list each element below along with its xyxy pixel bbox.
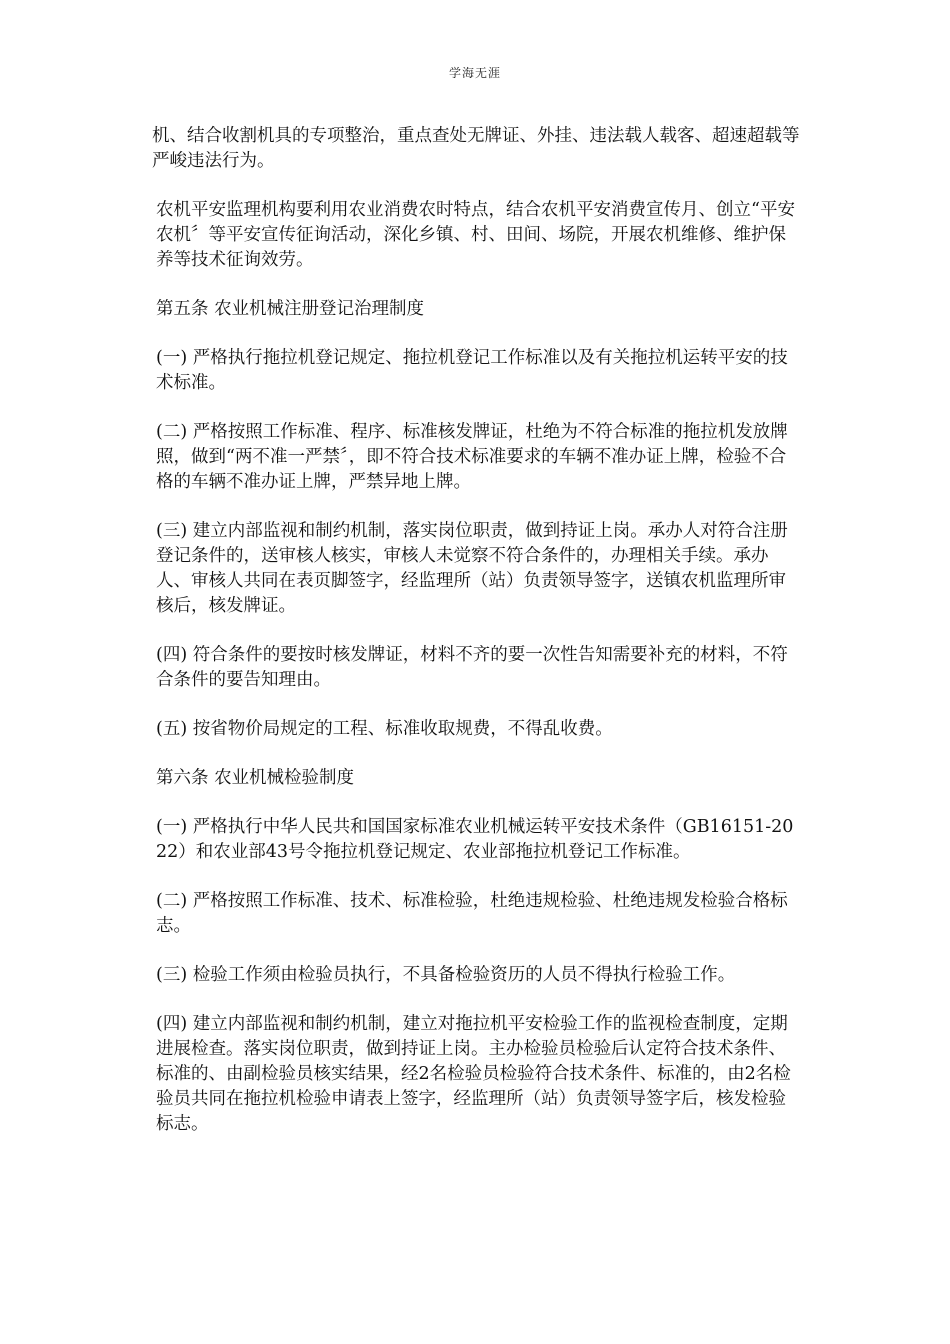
article-6-item-2: (二) 严格按照工作标准、技术、标准检验，杜绝违规检验、杜绝违规发检验合格标志。	[156, 891, 788, 936]
document-body	[152, 124, 802, 1161]
article-6-item-1: (一) 严格执行中华人民共和国国家标准农业机械运转平安技术条件（GB16151-2022）和农业部43号令拖拉机登记规定、农业部拖拉机登记工作标准。	[156, 817, 794, 862]
article-5-heading: 第五条 农业机械注册登记治理制度	[156, 299, 425, 319]
article-5-item-5: (五) 按省物价局规定的工程、标准收取规费，不得乱收费。	[156, 719, 613, 739]
paragraph-safety-promotion: 农机平安监理机构要利用农业消费农时特点，结合农机平安消费宣传月、创立“平安农机〞等平安宣传征询活动，深化乡镇、村、田间、场院，开展农机维修、维护保养等技术征询效劳。	[156, 200, 795, 270]
page-header: 学海无涯	[448, 66, 501, 80]
article-6-heading: 第六条 农业机械检验制度	[156, 768, 355, 788]
article-5-item-1: (一) 严格执行拖拉机登记规定、拖拉机登记工作标准以及有关拖拉机运转平安的技术标准。	[156, 348, 788, 393]
article-6-item-3: (三) 检验工作须由检验员执行，不具备检验资历的人员不得执行检验工作。	[156, 965, 736, 985]
paragraph-enforcement: 机、结合收割机具的专项整治，重点查处无牌证、外挂、违法载人载客、超速超载等严峻违法行为。	[152, 126, 800, 171]
article-6-item-4: (四) 建立内部监视和制约机制，建立对拖拉机平安检验工作的监视检查制度，定期进展检查。落实岗位职责，做到持证上岗。主办检验员检验后认定符合技术条件、标准的、由副检验员核实结果，经2名检验员检验符合技术条件、标准的，由2名检验员共同在拖拉机检验申请表上签字，经监理所（站）负责领导签字后，核发检验标志。	[156, 1014, 791, 1134]
article-5-item-4: (四) 符合条件的要按时核发牌证，材料不齐的要一次性告知需要补充的材料，不符合条件的要告知理由。	[156, 645, 788, 690]
article-5-item-3: (三) 建立内部监视和制约机制，落实岗位职责，做到持证上岗。承办人对符合注册登记条件的，送审核人核实，审核人未觉察不符合条件的，办理相关手续。承办人、审核人共同在表页脚签字，经监理所（站）负责领导签字，送镇农机监理所审核后，核发牌证。	[156, 521, 788, 616]
article-5-item-2: (二) 严格按照工作标准、程序、标准核发牌证，杜绝为不符合标准的拖拉机发放牌照，做到“两不准一严禁〞，即不符合技术标准要求的车辆不准办证上牌，检验不合格的车辆不准办证上牌，严禁异地上牌。	[156, 422, 788, 492]
